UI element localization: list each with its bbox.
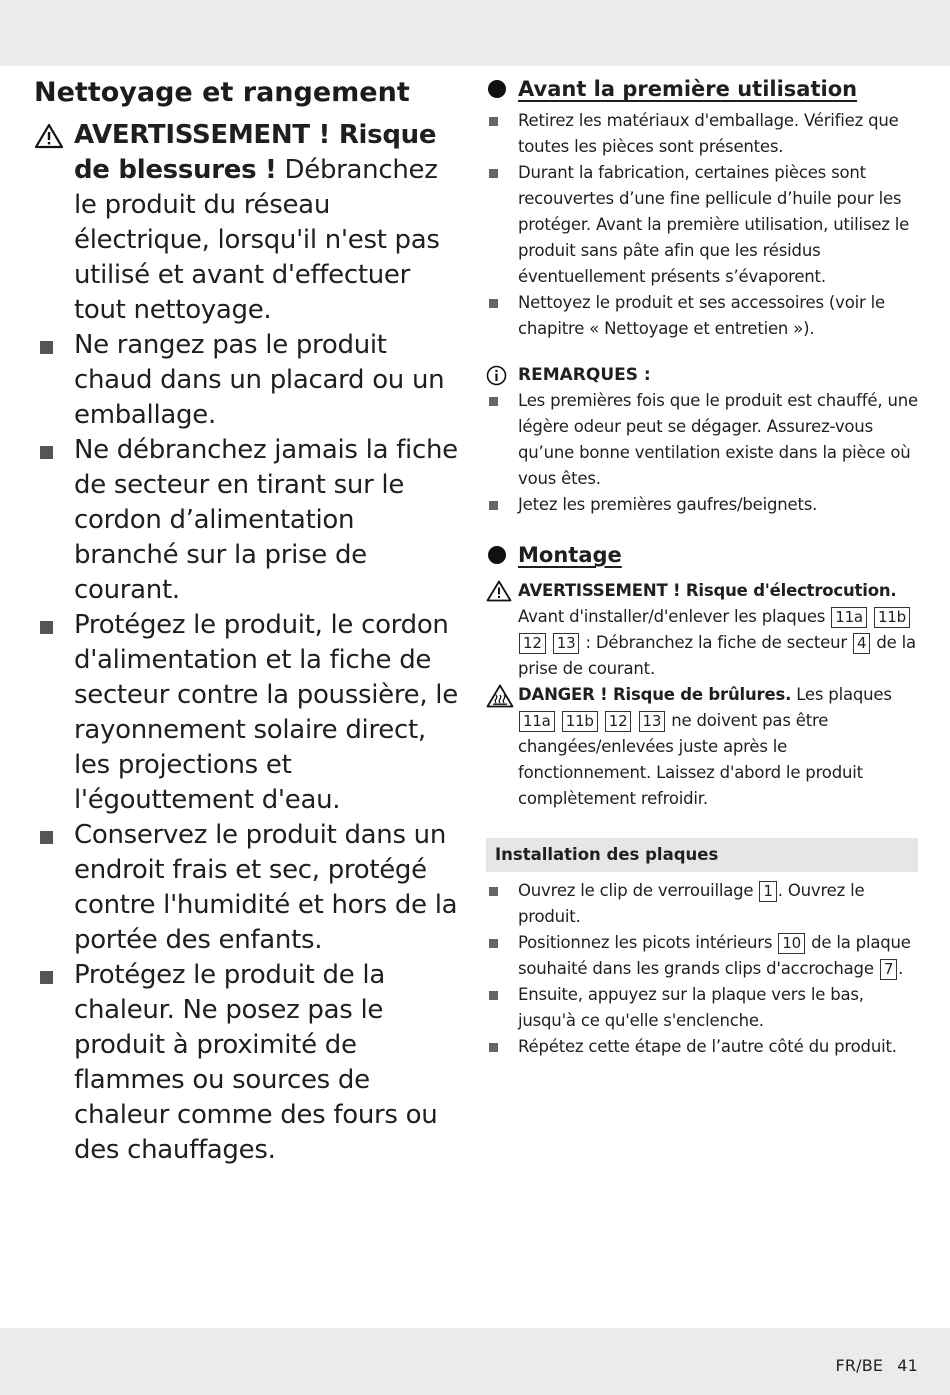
language-code: FR/BE [835, 1356, 884, 1375]
list-item [486, 160, 918, 290]
warning-text: Débranchez le produit du réseau électrique, lorsqu'il n'est pas utilisé et avant d'effectuer tout nettoyage. [74, 155, 440, 325]
list-item-text: Ne rangez pas le produit chaud dans un placard ou un emballage. [74, 330, 445, 430]
bullet-dot-icon [488, 546, 506, 564]
cleaning-list [34, 328, 464, 1168]
list-item [34, 818, 464, 958]
bullet-square-icon [40, 446, 53, 459]
list-item [486, 982, 918, 1034]
list-item-text: Retirez les matériaux d'emballage. Vérifiez que toutes les pièces sont présentes. [518, 111, 899, 156]
left-column [34, 76, 464, 1168]
warning-triangle-icon [34, 123, 64, 149]
part-reference: 12 [519, 633, 546, 654]
list-item-text: Les premières fois que le produit est chauffé, une légère odeur peut se dégager. Assurez-vous qu’une bonne ventilation existe dans la pièce où vous êtes. [518, 391, 918, 488]
danger-text: ne doivent pas être changées/enlevées juste après le fonctionnement. Laissez d'abord le produit complètement refroidir. [518, 711, 863, 808]
install-plates-list [486, 878, 918, 1060]
warning-block [34, 118, 464, 328]
list-item-text: . Ouvrez le produit. [518, 881, 865, 926]
danger-text: Les plaques [791, 685, 892, 704]
install-plates-heading: Installation des plaques [486, 838, 918, 872]
warning-bold-text: AVERTISSEMENT ! Risque d'électrocution. [518, 581, 897, 600]
section-heading-text: Montage [518, 543, 622, 567]
part-reference: 1 [759, 881, 776, 902]
danger-bold-text: DANGER ! Risque de brûlures. [518, 685, 792, 704]
electrocution-warning [486, 578, 918, 682]
bullet-square-icon [489, 299, 498, 308]
bullet-square-icon [40, 341, 53, 354]
bottom-band [0, 1328, 950, 1395]
part-reference: 7 [880, 959, 897, 980]
part-reference: 10 [778, 933, 805, 954]
section-heading-first-use [486, 74, 918, 104]
list-item [486, 290, 918, 342]
list-item-text: Jetez les premières gaufres/beignets. [518, 495, 818, 514]
list-item [486, 1034, 918, 1060]
bullet-square-icon [489, 501, 498, 510]
list-item-text: de la plaque souhaité dans les grands clips d'accrochage [518, 933, 911, 978]
section-title: Nettoyage et rangement [34, 77, 410, 108]
list-item [34, 328, 464, 433]
warning-bold-text: AVERTISSEMENT ! Risque de blessures ! [74, 120, 437, 185]
bullet-square-icon [489, 991, 498, 1000]
part-reference: 4 [853, 633, 870, 654]
bullet-square-icon [489, 939, 498, 948]
list-item-text: Ne débranchez jamais la fiche de secteur en tirant sur le cordon d’alimentation branché sur la prise de courant. [74, 435, 458, 605]
burn-danger-warning [486, 682, 918, 812]
part-reference: 12 [605, 711, 632, 732]
part-reference: 11b [562, 711, 598, 732]
info-icon [486, 365, 507, 386]
section-heading-text: Avant la première utilisation [518, 77, 858, 101]
right-column [486, 74, 918, 1060]
list-item-text: Protégez le produit, le cordon d'alimentation et la fiche de secteur contre la poussière, le rayonnement solaire direct, les projections et l'égouttement d'eau. [74, 610, 458, 815]
part-reference: 11a [831, 607, 867, 628]
bullet-square-icon [40, 971, 53, 984]
part-reference: 13 [553, 633, 580, 654]
bullet-square-icon [40, 621, 53, 634]
bullet-square-icon [489, 397, 498, 406]
warning-text: : Débranchez la fiche de secteur [580, 633, 852, 652]
warning-text: de la prise de courant. [518, 633, 916, 678]
bullet-square-icon [489, 169, 498, 178]
top-band [0, 0, 950, 66]
list-item-text: Répétez cette étape de l’autre côté du produit. [518, 1037, 897, 1056]
list-item [34, 958, 464, 1168]
bullet-dot-icon [488, 80, 506, 98]
part-reference: 11a [519, 711, 555, 732]
part-reference: 11b [874, 607, 910, 628]
list-item-text: Protégez le produit de la chaleur. Ne posez pas le produit à proximité de flammes ou sources de chaleur comme des fours ou des chauffages. [74, 960, 438, 1165]
notes-heading [486, 362, 918, 388]
list-item-text: Durant la fabrication, certaines pièces sont recouvertes d’une fine pellicule d’huile pour les protéger. Avant la première utilisation, utilisez le produit sans pâte afin que les résidus éventuellement présents s’évaporent. [518, 163, 910, 286]
bullet-square-icon [489, 1043, 498, 1052]
bullet-square-icon [489, 117, 498, 126]
list-item [34, 608, 464, 818]
bullet-square-icon [40, 831, 53, 844]
list-item [486, 492, 918, 518]
hot-surface-icon [486, 684, 514, 708]
warning-triangle-icon [486, 580, 512, 602]
part-reference: 13 [639, 711, 666, 732]
list-item-text: Positionnez les picots intérieurs [518, 933, 778, 952]
list-item-text: Ensuite, appuyez sur la plaque vers le bas, jusqu'à ce qu'elle s'enclenche. [518, 985, 864, 1030]
section-heading-assembly [486, 540, 918, 570]
list-item-text: Conservez le produit dans un endroit frais et sec, protégé contre l'humidité et hors de la portée des enfants. [74, 820, 458, 955]
list-item [486, 388, 918, 492]
list-item-text: Ouvrez le clip de verrouillage [518, 881, 759, 900]
list-item [34, 433, 464, 608]
warning-text: Avant d'installer/d'enlever les plaques [518, 607, 831, 626]
notes-list [486, 388, 918, 518]
list-item-text: Nettoyez le produit et ses accessoires (voir le chapitre « Nettoyage et entretien »). [518, 293, 885, 338]
notes-heading-text: REMARQUES : [518, 365, 651, 385]
list-item [486, 930, 918, 982]
list-item [486, 108, 918, 160]
page-footer [835, 1356, 918, 1375]
bullet-square-icon [489, 887, 498, 896]
list-item [486, 878, 918, 930]
page-number: 41 [897, 1356, 918, 1375]
list-item-text: . [898, 959, 904, 978]
first-use-list [486, 108, 918, 342]
